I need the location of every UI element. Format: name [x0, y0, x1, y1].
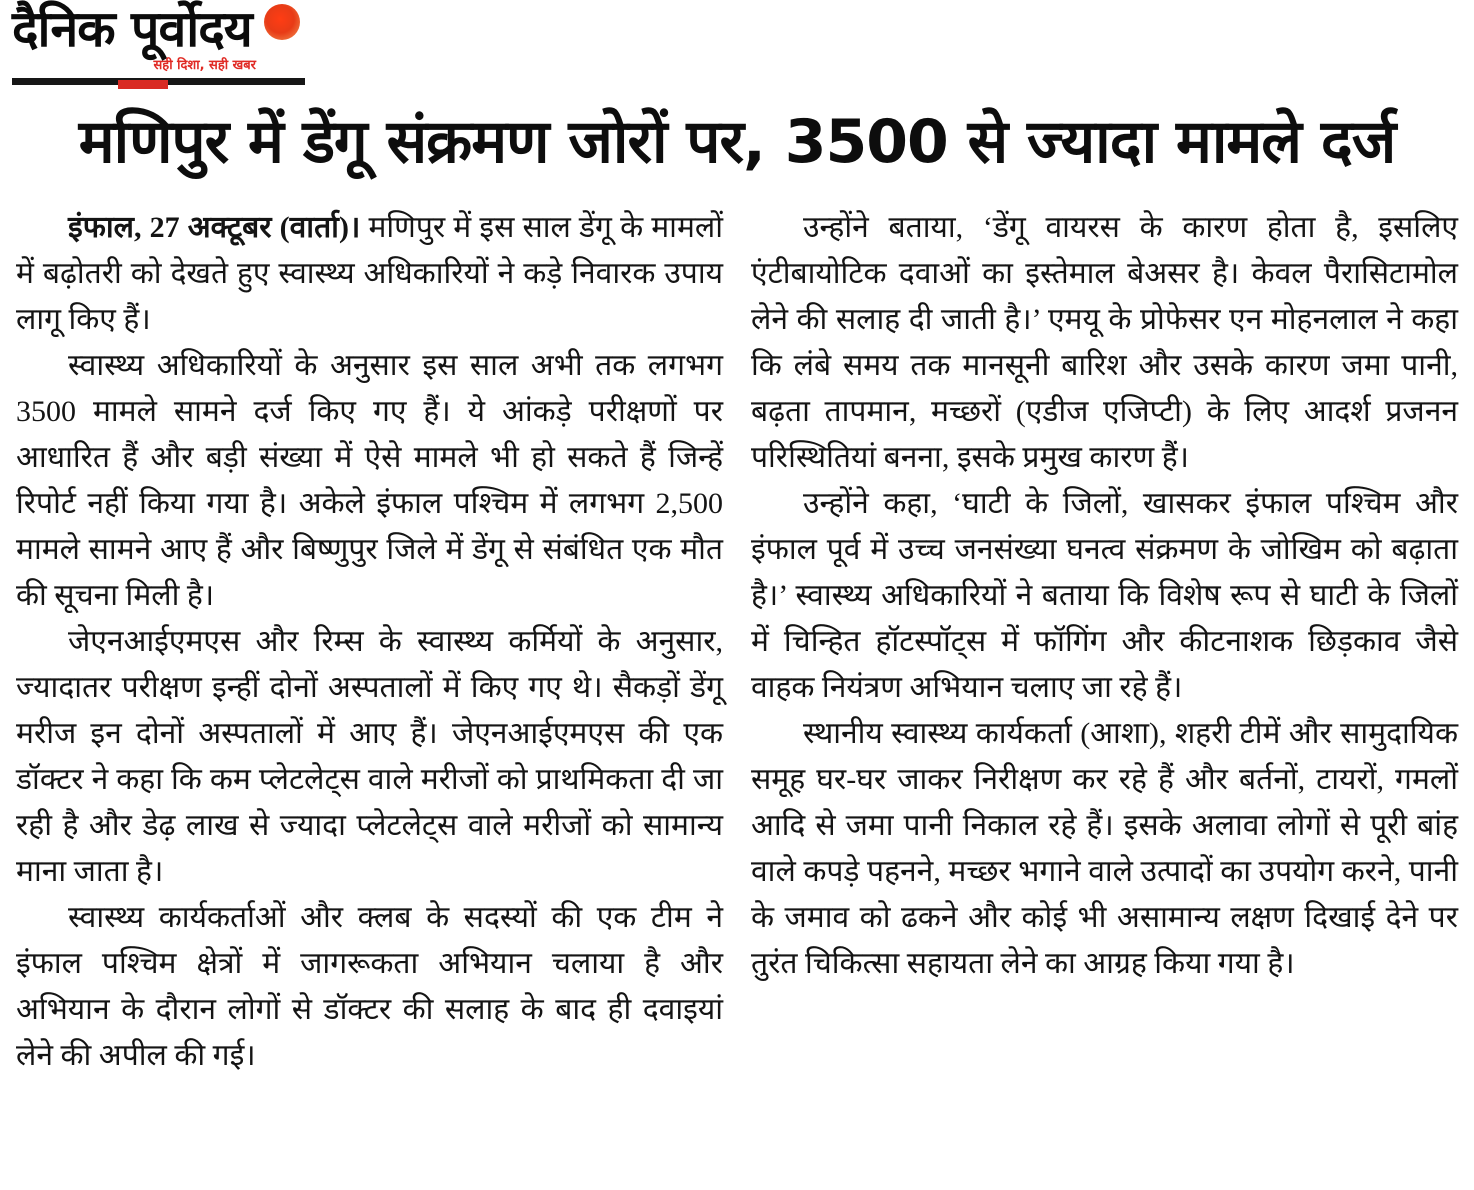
article-headline: मणिपुर में डेंगू संक्रमण जोरों पर, 3500 से ज्यादा मामले दर्ज — [78, 107, 1396, 177]
paragraph: उन्होंने कहा, ‘घाटी के जिलों, खासकर इंफाल पश्चिम और इंफाल पूर्व में उच्च जनसंख्या घनत्व संक्रमण के जोखिम को बढ़ाता है।’ स्वास्थ्य अधिकारियों ने बताया कि विशेष रूप से घाटी के जिलों में चिन्हित हॉटस्पॉट्स में फॉगिंग और कीटनाशक छिड़काव जैसे वाहक नियंत्रण अभियान चलाए जा रहे हैं। — [751, 487, 1458, 704]
paragraph: जेएनआईएमएस और रिम्स के स्वास्थ्य कर्मियों के अनुसार, ज्यादातर परीक्षण इन्हीं दोनों अस्पतालों में किए गए थे। सैकड़ों डेंगू मरीज इन दोनों अस्पतालों में आए हैं। जेएनआईएमएस की एक डॉक्टर ने कहा कि कम प्लेटलेट्स वाले मरीजों को प्राथमिकता दी जा रही है और डेढ़ लाख से ज्यादा प्लेटलेट्स वाले मरीजों को सामान्य माना जाता है। — [16, 625, 723, 888]
newspaper-logo: दैनिक पूर्वोदय — [12, 0, 252, 58]
article-column-left — [16, 205, 723, 1079]
paragraph: स्वास्थ्य कार्यकर्ताओं और क्लब के सदस्यों की एक टीम ने इंफाल पश्चिम क्षेत्रों में जागरूकता अभियान चलाया है और अभियान के दौरान लोगों से डॉक्टर की सलाह के बाद ही दवाइयां लेने की अपील की गई। — [16, 901, 723, 1072]
masthead — [12, 0, 312, 85]
masthead-tagline: सही दिशा, सही खबर — [153, 58, 256, 73]
article-body — [0, 205, 1474, 1079]
paragraph-lead — [16, 205, 723, 343]
paragraph: स्थानीय स्वास्थ्य कार्यकर्ता (आशा), शहरी टीमें और सामुदायिक समूह घर-घर जाकर निरीक्षण कर रहे हैं और बर्तनों, टायरों, गमलों आदि से जमा पानी निकाल रहे हैं। इसके अलावा लोगों से पूरी बांह वाले कपड़े पहनने, मच्छर भगाने वाले उत्पादों का उपयोग करने, पानी के जमाव को ढकने और कोई भी असामान्य लक्षण दिखाई देने पर तुरंत चिकित्सा सहायता लेने का आग्रह किया गया है। — [751, 717, 1458, 980]
paragraph: उन्होंने बताया, ‘डेंगू वायरस के कारण होता है, इसलिए एंटीबायोटिक दवाओं का इस्तेमाल बेअसर है। केवल पैरासिटामोल लेने की सलाह दी जाती है।’ एमयू के प्रोफेसर एन मोहनलाल ने कहा कि लंबे समय तक मानसूनी बारिश और उसके कारण जमा पानी, बढ़ता तापमान, मच्छरों (एडीज एजिप्टी) के लिए आदर्श प्रजनन परिस्थितियां बनना, इसके प्रमुख कारण हैं। — [751, 211, 1458, 474]
paragraph: स्वास्थ्य अधिकारियों के अनुसार इस साल अभी तक लगभग 3500 मामले सामने दर्ज किए गए हैं। ये आंकड़े परीक्षणों पर आधारित हैं और बड़ी संख्या में ऐसे मामले भी हो सकते हैं जिन्हें रिपोर्ट नहीं किया गया है। अकेले इंफाल पश्चिम में लगभग 2,500 मामले सामने आए हैं और बिष्णुपुर जिले में डेंगू से संबंधित एक मौत की सूचना मिली है। — [16, 349, 723, 612]
masthead-rule — [12, 78, 305, 85]
dateline: इंफाल, 27 अक्टूबर (वार्ता)। — [68, 211, 361, 244]
masthead-ribbon — [118, 80, 168, 89]
article-column-right — [751, 205, 1458, 1079]
paragraph-text: मणिपुर में इस साल डेंगू के मामलों में बढ़ोतरी को देखते हुए स्वास्थ्य अधिकारियों ने कड़े निवारक उपाय लागू किए हैं। — [16, 211, 724, 336]
